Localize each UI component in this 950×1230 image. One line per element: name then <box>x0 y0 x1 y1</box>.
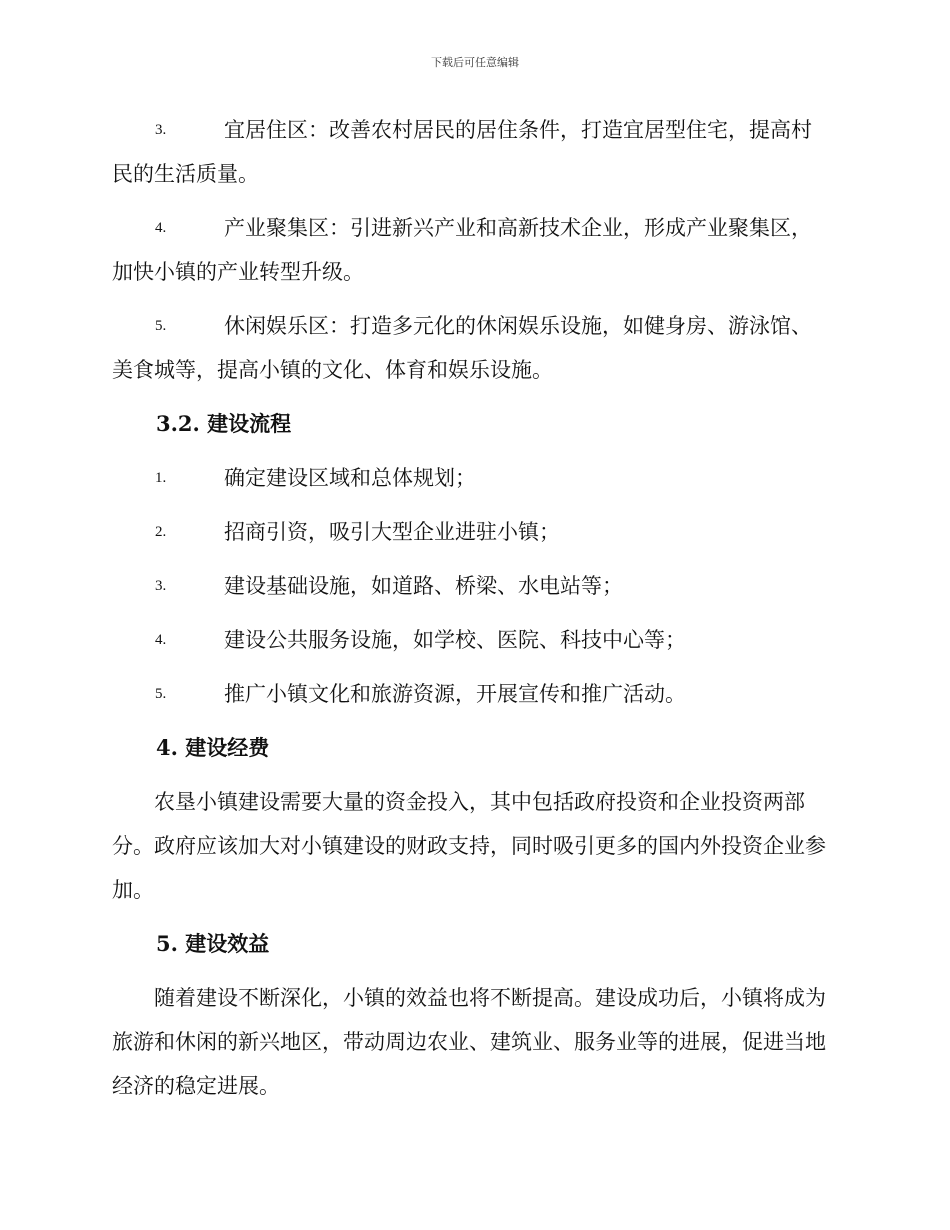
process-list <box>112 456 832 716</box>
list-item <box>112 456 832 500</box>
list-item-number: 5. <box>155 318 167 334</box>
document-body <box>112 108 832 1108</box>
list-item-number: 3. <box>155 578 167 594</box>
list-item-number: 2. <box>155 524 167 540</box>
list-item-text: 招商引资，吸引大型企业进驻小镇； <box>224 520 560 544</box>
list-item-number: 5. <box>155 686 167 702</box>
list-item <box>112 564 832 608</box>
list-item-number: 1. <box>155 470 167 486</box>
list-item <box>112 304 832 392</box>
list-item <box>112 206 832 294</box>
benefit-paragraph: 随着建设不断深化，小镇的效益也将不断提高。建设成功后，小镇将成为旅游和休闲的新兴地区，带动周边农业、建筑业、服务业等的进展，促进当地经济的稳定进展。 <box>112 986 826 1098</box>
section-heading-process: 3.2. 建设流程 <box>156 411 292 436</box>
section-heading-funding: 4. 建设经费 <box>156 735 270 760</box>
list-item-number: 4. <box>155 632 167 648</box>
list-item-text: 推广小镇文化和旅游资源，开展宣传和推广活动。 <box>224 682 686 706</box>
list-item-text: 产业聚集区：引进新兴产业和高新技术企业，形成产业聚集区，加快小镇的产业转型升级。 <box>112 216 812 284</box>
list-item <box>112 108 832 196</box>
list-item <box>112 510 832 554</box>
list-item-text: 建设基础设施，如道路、桥梁、水电站等； <box>224 574 623 598</box>
list-item <box>112 672 832 716</box>
list-item-text: 确定建设区域和总体规划； <box>224 466 476 490</box>
section-heading-benefit: 5. 建设效益 <box>156 931 270 956</box>
list-item-text: 建设公共服务设施，如学校、医院、科技中心等； <box>224 628 686 652</box>
list-item <box>112 618 832 662</box>
list-item-number: 4. <box>155 220 167 236</box>
zone-list <box>112 108 832 392</box>
page-header: 下载后可任意编辑 <box>431 56 519 69</box>
list-item-text: 休闲娱乐区：打造多元化的休闲娱乐设施，如健身房、游泳馆、美食城等，提高小镇的文化、体育和娱乐设施。 <box>112 314 812 382</box>
list-item-number: 3. <box>155 122 167 138</box>
funding-paragraph: 农垦小镇建设需要大量的资金投入，其中包括政府投资和企业投资两部分。政府应该加大对小镇建设的财政支持，同时吸引更多的国内外投资企业参加。 <box>112 790 826 902</box>
list-item-text: 宜居住区：改善农村居民的居住条件，打造宜居型住宅，提高村民的生活质量。 <box>112 118 812 186</box>
